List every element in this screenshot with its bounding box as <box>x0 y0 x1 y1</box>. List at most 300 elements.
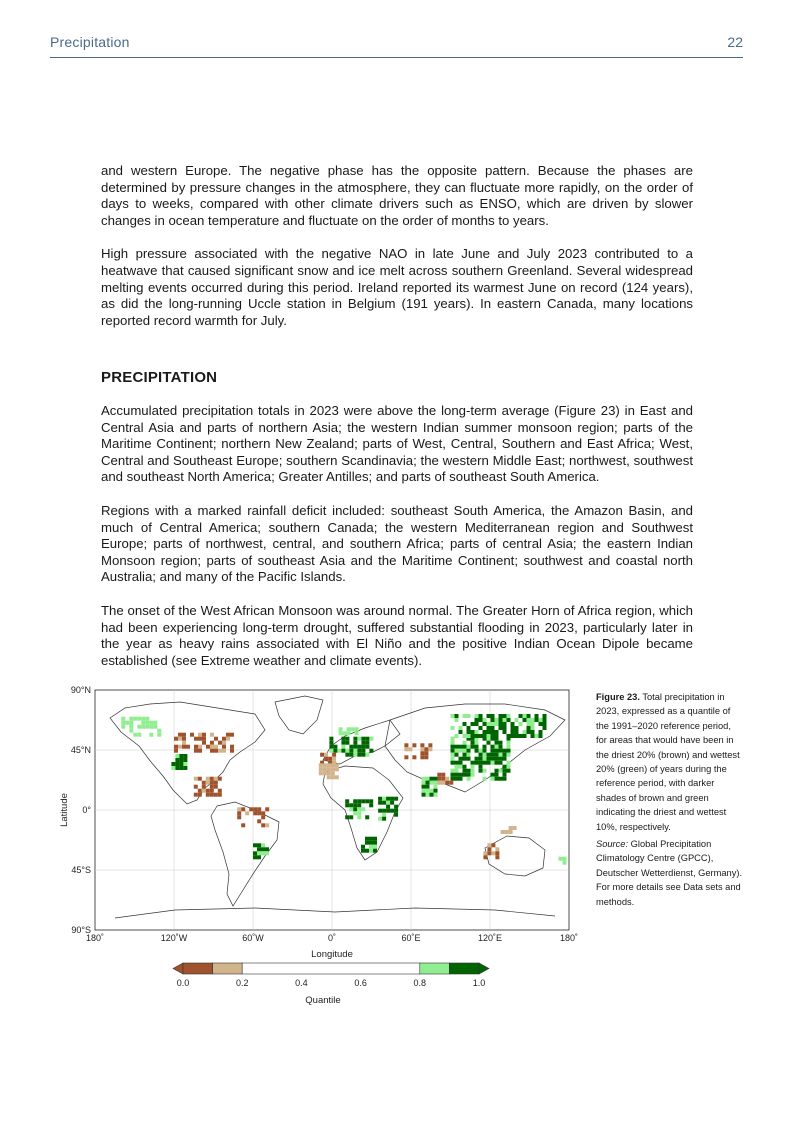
quantile-cell <box>475 745 479 749</box>
quantile-cell <box>355 731 359 735</box>
quantile-cell <box>426 789 430 793</box>
quantile-cell <box>507 765 511 769</box>
quantile-cell <box>179 762 183 766</box>
quantile-cell <box>345 737 349 741</box>
quantile-cell <box>437 781 441 785</box>
quantile-cell <box>345 741 349 745</box>
quantile-cell <box>467 714 471 718</box>
quantile-cell <box>495 734 499 738</box>
quantile-cell <box>483 753 487 757</box>
quantile-cell <box>499 745 503 749</box>
quantile-cell <box>451 757 455 761</box>
quantile-cell <box>483 851 487 855</box>
quantile-cell <box>455 769 459 773</box>
quantile-cell <box>483 761 487 765</box>
quantile-cell <box>426 793 430 797</box>
quantile-cell <box>467 726 471 730</box>
quantile-cell <box>412 755 416 759</box>
quantile-cell <box>404 755 408 759</box>
quantile-cell <box>347 727 351 731</box>
quantile-cell <box>357 807 361 811</box>
quantile-cell <box>487 726 491 730</box>
quantile-cell <box>451 726 455 730</box>
quantile-cell <box>179 766 183 770</box>
quantile-cell <box>253 851 257 855</box>
quantile-cell <box>373 837 377 841</box>
quantile-cell <box>149 721 153 725</box>
quantile-cell <box>479 765 483 769</box>
quantile-cell <box>467 769 471 773</box>
quantile-cell <box>487 722 491 726</box>
quantile-cell <box>515 726 519 730</box>
figure-caption <box>596 690 744 912</box>
quantile-cell <box>361 737 365 741</box>
quantile-cell <box>261 815 265 819</box>
quantile-cell <box>424 751 428 755</box>
x-axis-title: Longitude <box>311 949 353 960</box>
quantile-cell <box>420 751 424 755</box>
region-western-indian-monsoon <box>422 777 438 797</box>
quantile-cell <box>237 815 241 819</box>
quantile-cell <box>531 722 535 726</box>
quantile-cell <box>501 830 505 834</box>
quantile-cell <box>133 733 137 737</box>
quantile-cell <box>210 741 214 745</box>
quantile-cell <box>194 745 198 749</box>
quantile-cell <box>455 745 459 749</box>
quantile-cell <box>365 837 369 841</box>
x-tick-label: 120˚W <box>160 933 188 943</box>
quantile-cell <box>422 793 426 797</box>
quantile-cell <box>226 733 230 737</box>
y-tick-label: 45°N <box>70 745 91 755</box>
quantile-cell <box>463 745 467 749</box>
quantile-cell <box>222 749 226 753</box>
colorbar-bin <box>242 963 420 974</box>
quantile-cell <box>341 737 345 741</box>
quantile-cell <box>467 773 471 777</box>
quantile-cell <box>463 769 467 773</box>
quantile-cell <box>451 745 455 749</box>
colorbar-bin <box>449 963 479 974</box>
quantile-cell <box>523 714 527 718</box>
quantile-cell <box>182 733 186 737</box>
quantile-cell <box>455 718 459 722</box>
quantile-cell <box>503 753 507 757</box>
quantile-cell <box>210 785 214 789</box>
quantile-cell <box>121 717 125 721</box>
section-label: Precipitation <box>50 34 130 50</box>
quantile-cell <box>467 753 471 757</box>
quantile-cell <box>345 749 349 753</box>
y-axis-title: Latitude <box>59 793 70 827</box>
quantile-cell <box>491 734 495 738</box>
quantile-cell <box>507 753 511 757</box>
quantile-cell <box>320 753 324 757</box>
quantile-cell <box>202 733 206 737</box>
quantile-cell <box>373 845 377 849</box>
quantile-cell <box>174 745 178 749</box>
y-tick-label: 45°S <box>71 865 91 875</box>
quantile-cell <box>491 777 495 781</box>
source-label: Source: <box>596 839 629 850</box>
quantile-cell <box>230 745 234 749</box>
quantile-cell <box>175 758 179 762</box>
quantile-cell <box>422 777 426 781</box>
quantile-cell <box>467 745 471 749</box>
quantile-cell <box>495 749 499 753</box>
quantile-cell <box>369 803 373 807</box>
quantile-cell <box>479 714 483 718</box>
quantile-cell <box>539 734 543 738</box>
quantile-cell <box>487 843 491 847</box>
quantile-cell <box>445 777 449 781</box>
quantile-cell <box>175 762 179 766</box>
x-tick-label: 60˚W <box>242 933 264 943</box>
quantile-cell <box>198 733 202 737</box>
quantile-cell <box>463 734 467 738</box>
quantile-cell <box>174 749 178 753</box>
quantile-cell <box>491 757 495 761</box>
quantile-cell <box>531 718 535 722</box>
quantile-cell <box>337 749 341 753</box>
quantile-cell <box>463 773 467 777</box>
quantile-cell <box>449 781 453 785</box>
quantile-cell <box>361 753 365 757</box>
quantile-cell <box>141 717 145 721</box>
quantile-cell <box>382 813 386 817</box>
precipitation-text <box>101 403 693 669</box>
quantile-cell <box>441 773 445 777</box>
quantile-cell <box>261 843 265 847</box>
quantile-cell <box>483 745 487 749</box>
quantile-cell <box>404 747 408 751</box>
quantile-cell <box>535 734 539 738</box>
quantile-cell <box>214 785 218 789</box>
quantile-cell <box>475 730 479 734</box>
quantile-cell <box>361 807 365 811</box>
quantile-cell <box>145 725 149 729</box>
quantile-cell <box>386 797 390 801</box>
quantile-cell <box>495 757 499 761</box>
quantile-cell <box>394 797 398 801</box>
quantile-cell <box>171 762 175 766</box>
quantile-cell <box>491 851 495 855</box>
quantile-cell <box>357 749 361 753</box>
quantile-cell <box>563 861 567 865</box>
quantile-cell <box>339 727 343 731</box>
quantile-cell <box>487 714 491 718</box>
quantile-cell <box>186 745 190 749</box>
quantile-cell <box>265 823 269 827</box>
quantile-cell <box>378 801 382 805</box>
quantile-cell <box>327 775 331 779</box>
quantile-cell <box>507 734 511 738</box>
quantile-cell <box>261 847 265 851</box>
precipitation-quantile-map <box>55 680 585 1015</box>
quantile-cell <box>455 714 459 718</box>
quantile-cell <box>253 807 257 811</box>
quantile-cell <box>507 769 511 773</box>
quantile-cell <box>543 714 547 718</box>
quantile-cell <box>511 734 515 738</box>
quantile-cell <box>451 773 455 777</box>
x-tick-label: 180˚ <box>559 933 579 943</box>
quantile-cell <box>519 714 523 718</box>
quantile-cell <box>324 757 328 761</box>
quantile-cell <box>214 745 218 749</box>
quantile-cell <box>382 809 386 813</box>
quantile-cell <box>535 714 539 718</box>
caption-source <box>596 837 744 909</box>
quantile-cell <box>495 745 499 749</box>
quantile-cell <box>386 805 390 809</box>
quantile-cell <box>495 777 499 781</box>
quantile-cell <box>394 809 398 813</box>
quantile-cell <box>319 763 323 767</box>
quantile-cell <box>198 737 202 741</box>
quantile-cell <box>331 775 335 779</box>
quantile-cell <box>422 785 426 789</box>
paragraph: Accumulated precipitation totals in 2023 were above the long-term average (Figure 23) in East and Central Asia and parts of northern Asia; the western Indian summer monsoon region; parts of the Maritime Continent; northern New Zealand; parts of West, Central, Southern and East Africa; West, Central and Southeast Europe; southern Scandinavia; the western Middle East; northwest, southwest and southeast North America; Greater Antilles; and parts of southeast South America. <box>101 403 693 485</box>
quantile-cell <box>214 777 218 781</box>
quantile-cell <box>345 799 349 803</box>
quantile-cell <box>445 781 449 785</box>
quantile-cell <box>495 761 499 765</box>
quantile-cell <box>206 745 210 749</box>
quantile-cell <box>451 749 455 753</box>
quantile-cell <box>149 733 153 737</box>
quantile-cell <box>257 811 261 815</box>
quantile-cell <box>487 741 491 745</box>
section-heading: PRECIPITATION <box>101 369 218 386</box>
quantile-cell <box>343 731 347 735</box>
quantile-cell <box>455 765 459 769</box>
quantile-cell <box>210 749 214 753</box>
quantile-cell <box>513 826 517 830</box>
quantile-cell <box>437 773 441 777</box>
quantile-cell <box>455 761 459 765</box>
quantile-cell <box>543 726 547 730</box>
quantile-cell <box>129 717 133 721</box>
quantile-cell <box>141 721 145 725</box>
x-axis-ticks <box>86 933 578 943</box>
quantile-cell <box>451 714 455 718</box>
quantile-cell <box>467 757 471 761</box>
quantile-cell <box>361 745 365 749</box>
quantile-cell <box>428 743 432 747</box>
quantile-cell <box>153 721 157 725</box>
quantile-cell <box>198 793 202 797</box>
quantile-cell <box>483 730 487 734</box>
quantile-cell <box>515 718 519 722</box>
quantile-cell <box>420 755 424 759</box>
quantile-cell <box>378 817 382 821</box>
quantile-cell <box>483 855 487 859</box>
quantile-cell <box>503 730 507 734</box>
quantile-cell <box>319 767 323 771</box>
quantile-cell <box>257 855 261 859</box>
quantile-cell <box>437 777 441 781</box>
x-tick-label: 120˚E <box>477 933 503 943</box>
quantile-cell <box>424 755 428 759</box>
quantile-cell <box>430 789 434 793</box>
quantile-cell <box>408 747 412 751</box>
quantile-cell <box>327 771 331 775</box>
quantile-cell <box>483 722 487 726</box>
quantile-cell <box>206 789 210 793</box>
quantile-cell <box>327 767 331 771</box>
quantile-cell <box>361 749 365 753</box>
quantile-cell <box>329 741 333 745</box>
quantile-cell <box>351 727 355 731</box>
quantile-cell <box>179 758 183 762</box>
quantile-cell <box>491 718 495 722</box>
x-tick-label: 180˚ <box>85 933 105 943</box>
quantile-cell <box>332 757 336 761</box>
quantile-cell <box>261 851 265 855</box>
quantile-cell <box>386 809 390 813</box>
quantile-cell <box>369 799 373 803</box>
quantile-cell <box>357 811 361 815</box>
page-number: 22 <box>727 34 743 50</box>
quantile-cell <box>451 741 455 745</box>
quantile-cell <box>499 761 503 765</box>
quantile-cell <box>361 845 365 849</box>
quantile-cell <box>226 737 230 741</box>
quantile-cell <box>178 737 182 741</box>
quantile-cell <box>527 730 531 734</box>
quantile-cell <box>467 749 471 753</box>
quantile-cell <box>194 749 198 753</box>
quantile-cell <box>479 749 483 753</box>
quantile-cell <box>475 718 479 722</box>
quantile-cell <box>515 730 519 734</box>
quantile-cell <box>491 843 495 847</box>
quantile-cell <box>257 847 261 851</box>
quantile-cell <box>361 741 365 745</box>
source-text: Global Precipitation Climatology Centre (GPCC), Deutscher Wetterdienst, Germany). For more details see Data sets and methods. <box>596 839 743 907</box>
quantile-cell <box>157 729 161 733</box>
quantile-cell <box>471 730 475 734</box>
quantile-cell <box>323 763 327 767</box>
quantile-cell <box>265 807 269 811</box>
quantile-cell <box>341 745 345 749</box>
quantile-cell <box>434 785 438 789</box>
x-tick-label: 0˚ <box>327 933 337 943</box>
quantile-cell <box>257 819 261 823</box>
quantile-cell <box>511 722 515 726</box>
quantile-cell <box>430 777 434 781</box>
quantile-cell <box>373 849 377 853</box>
quantile-cell <box>539 730 543 734</box>
quantile-cell <box>319 771 323 775</box>
intro-text <box>101 163 693 329</box>
quantile-cell <box>174 737 178 741</box>
quantile-cell <box>353 753 357 757</box>
quantile-cell <box>394 805 398 809</box>
quantile-cell <box>507 718 511 722</box>
quantile-cell <box>479 734 483 738</box>
quantile-cell <box>509 830 513 834</box>
quantile-cell <box>434 781 438 785</box>
quantile-cell <box>365 815 369 819</box>
quantile-cell <box>428 747 432 751</box>
quantile-cell <box>202 789 206 793</box>
quantile-cell <box>499 726 503 730</box>
quantile-cell <box>394 813 398 817</box>
quantile-cell <box>353 737 357 741</box>
quantile-cell <box>475 757 479 761</box>
quantile-cell <box>463 757 467 761</box>
quantile-cell <box>495 855 499 859</box>
quantile-cell <box>471 745 475 749</box>
quantile-cell <box>357 753 361 757</box>
quantile-cell <box>491 745 495 749</box>
quantile-cell <box>451 737 455 741</box>
quantile-cell <box>503 757 507 761</box>
quantile-cell <box>153 725 157 729</box>
quantile-cell <box>369 749 373 753</box>
quantile-cell <box>467 777 471 781</box>
quantile-cell <box>353 803 357 807</box>
quantile-cell <box>198 777 202 781</box>
quantile-cell <box>499 749 503 753</box>
quantile-cell <box>527 722 531 726</box>
quantile-cell <box>345 815 349 819</box>
quantile-cell <box>471 741 475 745</box>
quantile-cell <box>198 749 202 753</box>
quantile-cell <box>503 769 507 773</box>
quantile-cell <box>214 749 218 753</box>
quantile-cell <box>361 849 365 853</box>
quantile-cell <box>459 726 463 730</box>
quantile-cell <box>515 734 519 738</box>
quantile-cell <box>479 757 483 761</box>
quantile-cell <box>503 777 507 781</box>
quantile-cell <box>499 714 503 718</box>
quantile-cell <box>426 777 430 781</box>
quantile-cell <box>349 807 353 811</box>
quantile-cell <box>349 753 353 757</box>
quantile-cell <box>434 789 438 793</box>
quantile-cell <box>487 734 491 738</box>
quantile-cell <box>378 809 382 813</box>
quantile-cell <box>202 741 206 745</box>
y-tick-label: 90°N <box>70 685 91 695</box>
paragraph: Regions with a marked rainfall deficit included: southeast South America, the Amazon Basin, and much of Central America; southern Canada; the western Mediterranean region and Southwest Europe; parts of northwest, central, and southern Africa; parts of central Asia; the eastern Indian Monsoon region; parts of southeast Asia and the Maritime Continent; southwest and coastal north Australia; and many of the Pacific Islands. <box>101 502 693 585</box>
quantile-cell <box>483 718 487 722</box>
quantile-cell <box>459 730 463 734</box>
quantile-cell <box>257 807 261 811</box>
quantile-cell <box>463 722 467 726</box>
quantile-cell <box>353 807 357 811</box>
quantile-cell <box>182 745 186 749</box>
quantile-cell <box>463 753 467 757</box>
quantile-cell <box>353 741 357 745</box>
quantile-cell <box>459 757 463 761</box>
quantile-cell <box>511 726 515 730</box>
quantile-cell <box>324 753 328 757</box>
quantile-cell <box>121 725 125 729</box>
quantile-cell <box>503 714 507 718</box>
quantile-cell <box>430 781 434 785</box>
quantile-cell <box>369 849 373 853</box>
quantile-cell <box>190 733 194 737</box>
quantile-cell <box>479 718 483 722</box>
quantile-cell <box>491 722 495 726</box>
quantile-cell <box>495 769 499 773</box>
